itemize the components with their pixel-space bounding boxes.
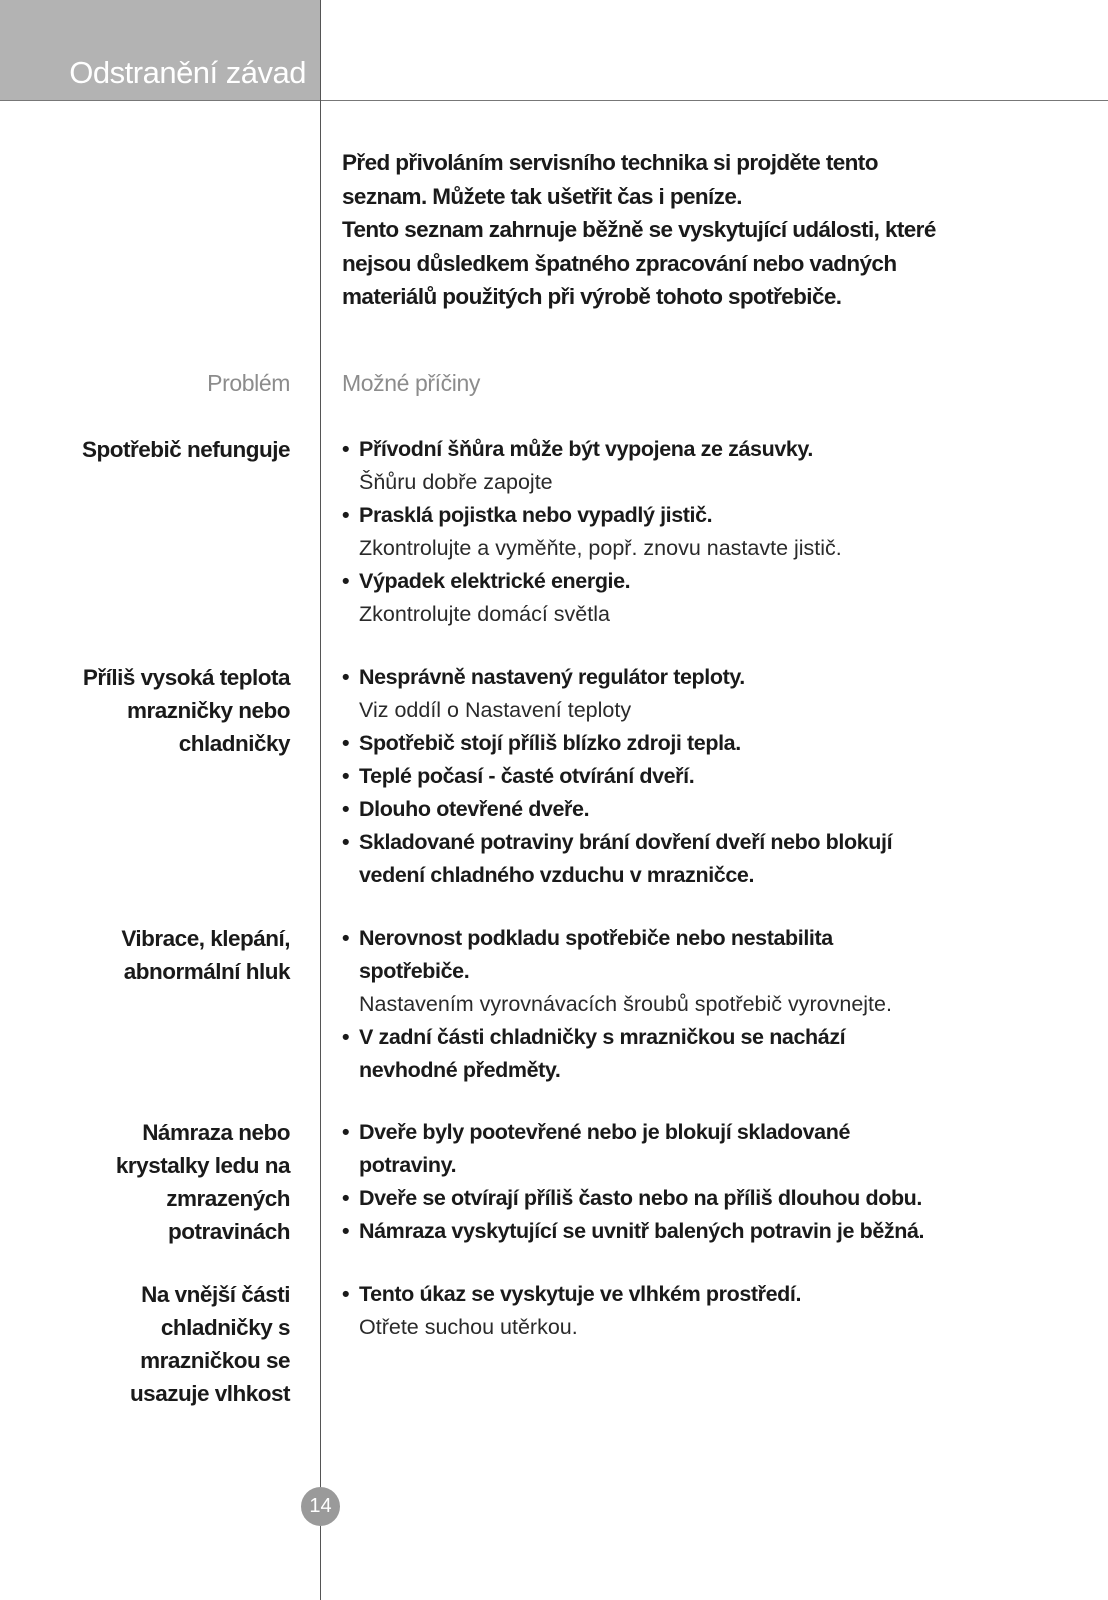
problem-line: abnormální hluk [123, 959, 290, 984]
problem-label [10, 922, 290, 988]
page-title: Odstranění závad [69, 55, 306, 90]
cause-item [342, 826, 1082, 892]
cause-item [342, 565, 1082, 631]
column-divider [320, 0, 321, 1600]
cause-item [342, 793, 1082, 826]
problem-line: chladničky [178, 731, 290, 756]
bullet-icon: • [342, 926, 350, 950]
problem-column-heading: Problém [207, 370, 290, 396]
cause-text: V zadní části chladničky s mrazničkou se nachází [359, 1025, 846, 1049]
causes-list [342, 1278, 1082, 1344]
cause-text: Výpadek elektrické energie. [359, 569, 631, 593]
intro-line: Tento seznam zahrnuje běžně se vyskytující události, které [342, 217, 936, 242]
cause-text: Prasklá pojistka nebo vypadlý jistič. [359, 503, 713, 527]
cause-item [342, 760, 1082, 793]
cause-text: Teplé počasí - časté otvírání dveří. [359, 764, 695, 788]
problem-line: chladničky s [160, 1315, 290, 1340]
bullet-icon: • [342, 830, 350, 854]
cause-text: Dveře byly pootevřené nebo je blokují skladované [359, 1120, 850, 1144]
bullet-icon: • [342, 569, 350, 593]
problem-label [10, 433, 290, 466]
problem-line: usazuje vlhkost [129, 1381, 290, 1406]
bullet-icon: • [342, 665, 350, 689]
bullet-icon: • [342, 1219, 350, 1243]
cause-text: nevhodné předměty. [359, 1058, 561, 1082]
intro-line: seznam. Můžete tak ušetřit čas i peníze. [342, 183, 742, 209]
problem-line: mrazničkou se [140, 1348, 290, 1373]
cause-remedy: Šňůru dobře zapojte [359, 470, 553, 494]
problem-line: Námraza nebo [142, 1120, 290, 1145]
problem-line: Spotřebič nefunguje [81, 437, 290, 462]
cause-text: potraviny. [359, 1153, 457, 1177]
bullet-icon: • [342, 1186, 350, 1210]
cause-item [342, 1278, 1082, 1344]
cause-item [342, 1182, 1082, 1215]
cause-remedy: Otřete suchou utěrkou. [359, 1315, 578, 1339]
cause-item [342, 727, 1082, 760]
problem-line: krystalky ledu na [115, 1153, 290, 1178]
cause-remedy: Nastavením vyrovnávacích šroubů spotřebič vyrovnejte. [359, 992, 892, 1016]
cause-text: Dlouho otevřené dveře. [359, 797, 590, 821]
causes-column-heading: Možné příčiny [342, 370, 480, 396]
cause-item [342, 661, 1082, 727]
bullet-icon: • [342, 1120, 350, 1144]
causes-list [342, 1116, 1082, 1248]
cause-text: Skladované potraviny brání dovření dveří nebo blokují [359, 830, 893, 854]
bullet-icon: • [342, 764, 350, 788]
problem-line: zmrazených [166, 1186, 290, 1211]
causes-list [342, 661, 1082, 892]
problem-line: potravinách [167, 1219, 290, 1244]
cause-text: Dveře se otvírají příliš často nebo na příliš dlouhou dobu. [359, 1186, 922, 1210]
bullet-icon: • [342, 437, 350, 461]
header-tab [0, 0, 320, 101]
cause-remedy: Viz oddíl o Nastavení teploty [359, 698, 632, 722]
causes-list [342, 922, 1082, 1087]
cause-text: vedení chladného vzduchu v mrazničce. [359, 863, 755, 887]
header-rule [0, 100, 1108, 101]
problem-line: Vibrace, klepání, [121, 926, 290, 951]
bullet-icon: • [342, 1282, 350, 1306]
causes-list [342, 433, 1082, 631]
problem-line: Příliš vysoká teplota [82, 665, 290, 690]
problem-label [10, 1278, 290, 1410]
cause-item [342, 1215, 1082, 1248]
intro-line: Před přivoláním servisního technika si projděte tento [342, 150, 878, 175]
problem-line: mrazničky nebo [126, 698, 290, 723]
intro-line: nejsou důsledkem špatného zpracování nebo vadných [342, 250, 897, 276]
cause-item [342, 922, 1082, 1021]
cause-text: Tento úkaz se vyskytuje ve vlhkém prostředí. [359, 1282, 802, 1306]
intro-line: materiálů použitých při výrobě tohoto spotřebiče. [342, 284, 842, 309]
bullet-icon: • [342, 797, 350, 821]
problem-label [10, 1116, 290, 1248]
cause-text: Nerovnost podkladu spotřebiče nebo nestabilita [359, 926, 833, 950]
cause-remedy: Zkontrolujte a vyměňte, popř. znovu nastavte jistič. [359, 536, 842, 560]
problem-line: Na vnější části [141, 1282, 290, 1307]
cause-text: Spotřebič stojí příliš blízko zdroji tepla. [359, 731, 741, 755]
bullet-icon: • [342, 1025, 350, 1049]
cause-item [342, 1021, 1082, 1087]
cause-text: spotřebiče. [359, 959, 470, 983]
page-number: 14 [301, 1487, 340, 1526]
cause-item [342, 1116, 1082, 1182]
bullet-icon: • [342, 503, 350, 527]
cause-text: Námraza vyskytující se uvnitř balených potravin je běžná. [359, 1219, 925, 1243]
cause-item [342, 499, 1082, 565]
intro-paragraph [342, 146, 1062, 314]
cause-text: Přívodní šňůra může být vypojena ze zásuvky. [359, 437, 813, 461]
cause-item [342, 433, 1082, 499]
cause-text: Nesprávně nastavený regulátor teploty. [359, 665, 745, 689]
bullet-icon: • [342, 731, 350, 755]
cause-remedy: Zkontrolujte domácí světla [359, 602, 610, 626]
problem-label [10, 661, 290, 760]
